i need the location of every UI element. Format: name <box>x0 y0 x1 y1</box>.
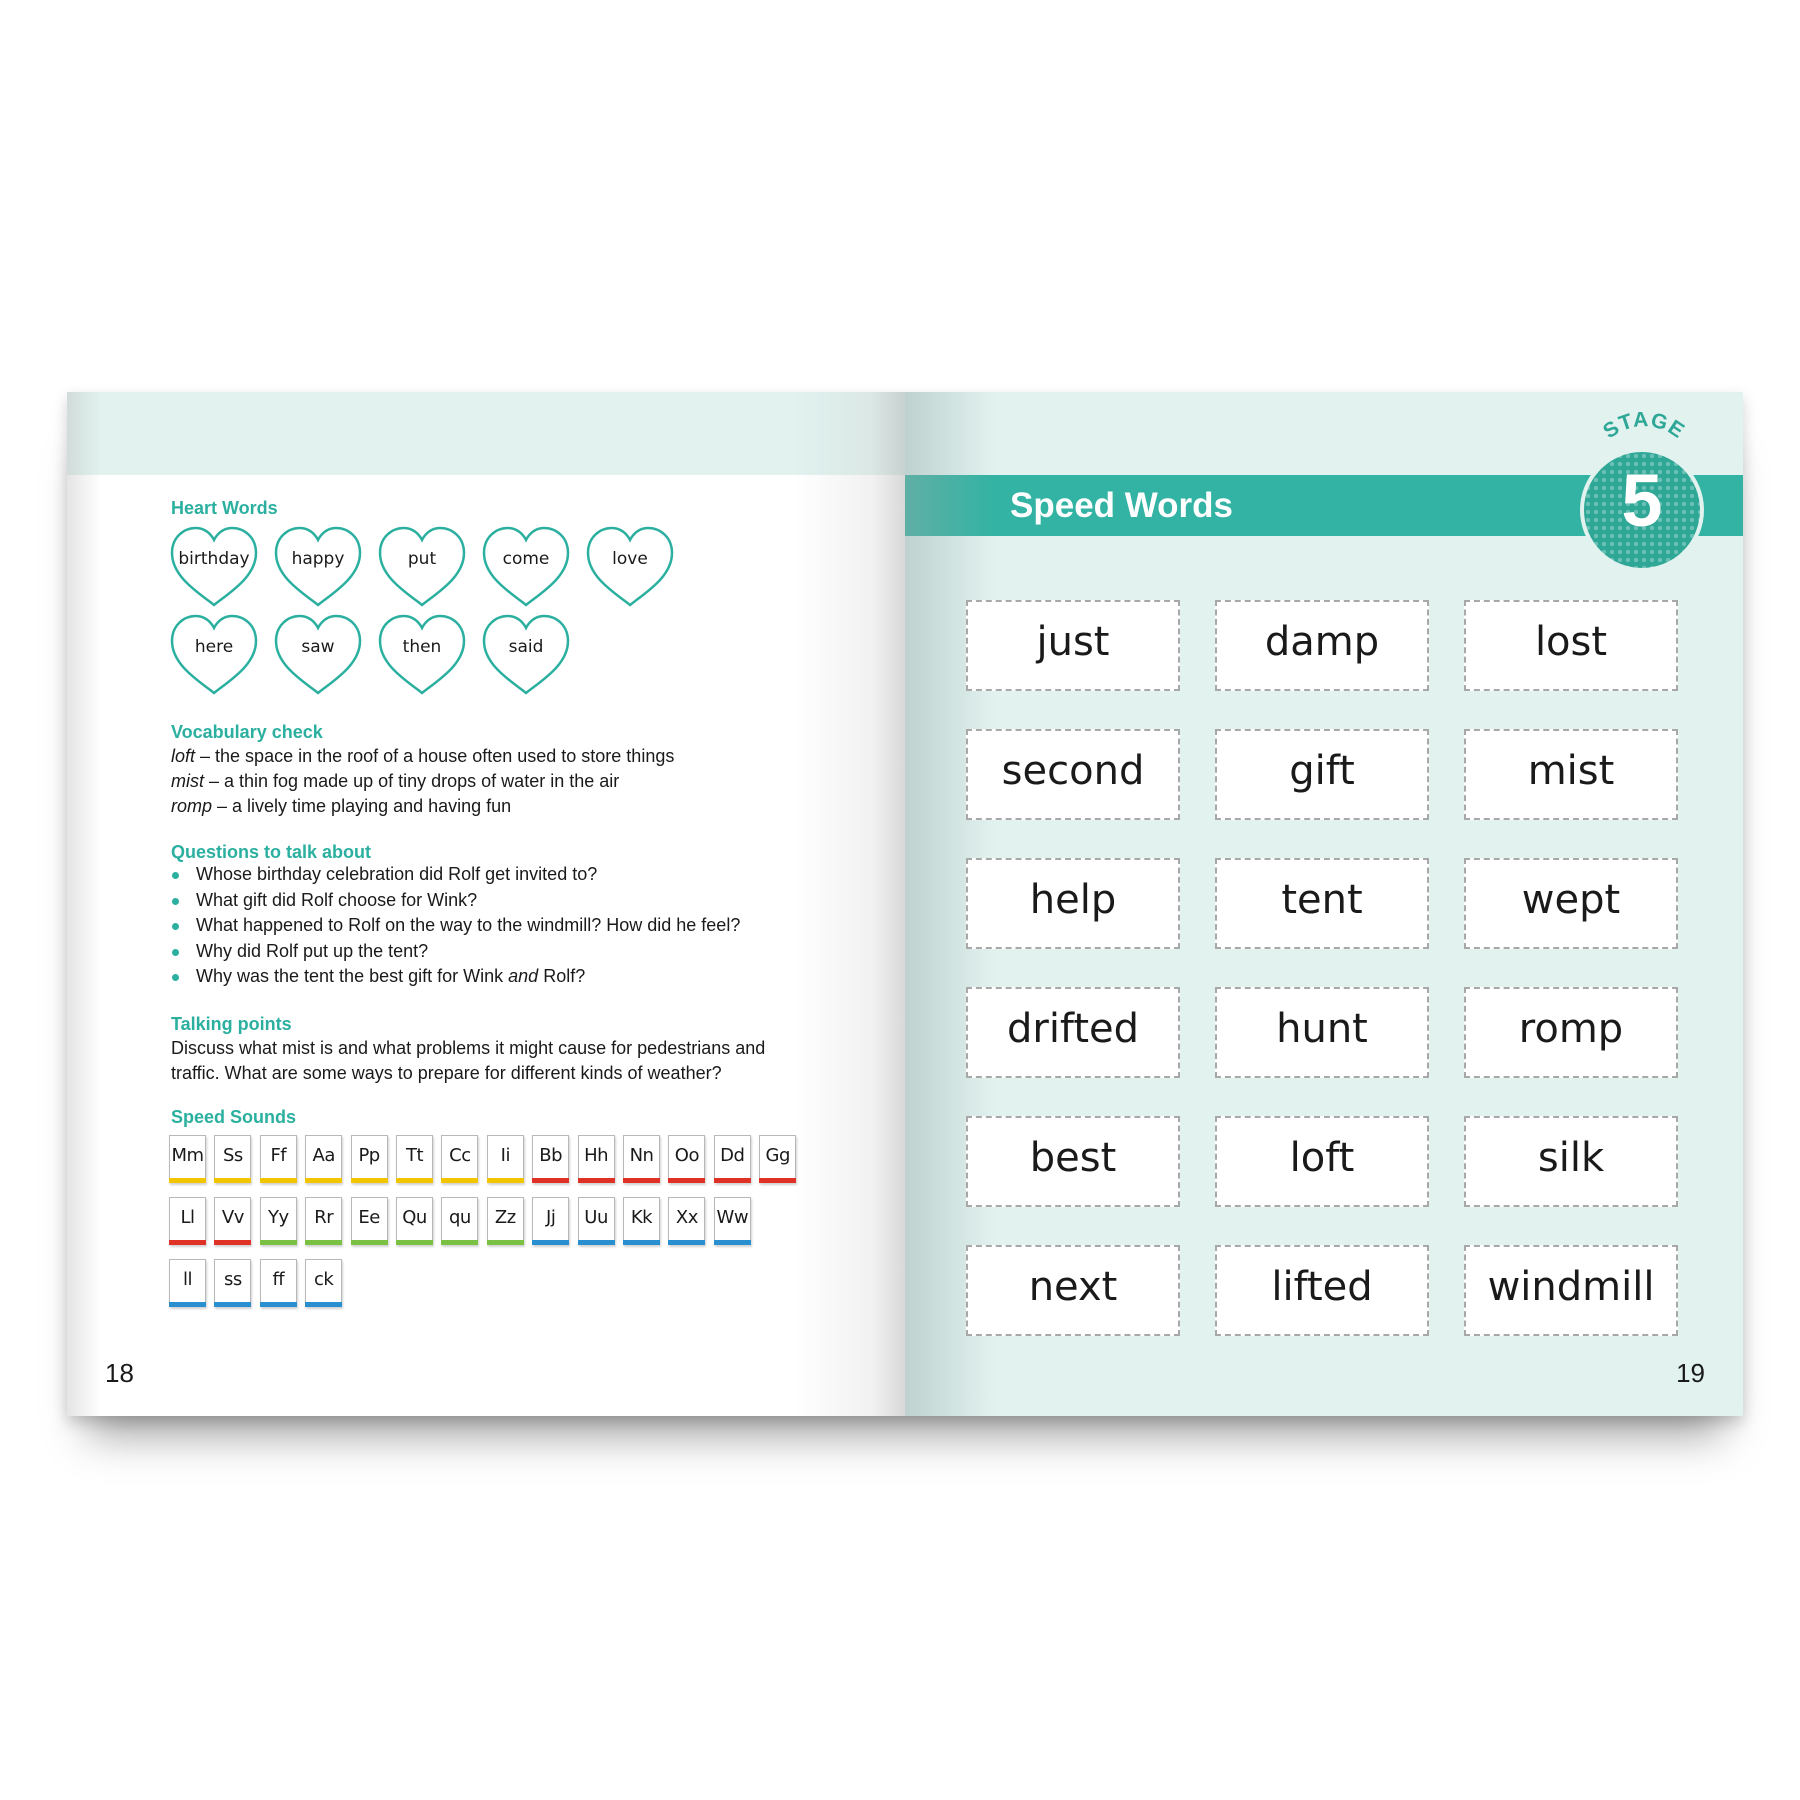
heart-word-label: put <box>407 549 437 569</box>
speed-sound-tile <box>487 1135 524 1183</box>
speed-word-label: romp <box>1518 1006 1624 1052</box>
speed-word-label: tent <box>1281 877 1363 923</box>
speed-word-label: best <box>1029 1135 1117 1181</box>
color-bar <box>623 1240 660 1245</box>
speed-sound-label: Dd <box>720 1145 745 1166</box>
heart-word <box>377 525 467 609</box>
heart-word <box>273 613 363 697</box>
vocab-entry: loft – the space in the roof of a house often used to store things <box>171 746 675 766</box>
talking-points-text: traffic. What are some ways to prepare for different kinds of weather? <box>171 1063 722 1083</box>
speed-sound-label: Oo <box>674 1145 699 1166</box>
color-bar <box>260 1302 297 1307</box>
gutter-shade <box>795 392 905 1416</box>
speed-word-label: just <box>1036 619 1110 665</box>
color-bar <box>214 1240 251 1245</box>
heart-word-label: said <box>508 637 544 657</box>
speed-sound-label: Pp <box>358 1145 380 1166</box>
color-bar <box>714 1178 751 1183</box>
speed-sound-label: Jj <box>546 1207 556 1228</box>
speed-sound-label: qu <box>448 1207 471 1228</box>
color-bar <box>668 1240 705 1245</box>
speed-word-label: drifted <box>1006 1006 1139 1052</box>
svg-text:STAGE: STAGE <box>1599 412 1689 444</box>
speed-sound-label: Bb <box>539 1145 563 1166</box>
questions-title: Questions to talk about <box>171 842 372 862</box>
speed-sound-label: Uu <box>584 1207 608 1228</box>
page-number-left: 18 <box>105 1358 134 1388</box>
speed-sound-tile <box>441 1135 478 1183</box>
speed-sound-label: Nn <box>629 1145 654 1166</box>
speed-sound-tile <box>532 1197 569 1245</box>
speed-sound-tile <box>578 1197 615 1245</box>
color-bar <box>714 1240 751 1245</box>
book-spread <box>67 392 1743 1416</box>
speed-word-label: wept <box>1521 877 1621 923</box>
vocab-entry: romp – a lively time playing and having fun <box>171 796 512 816</box>
color-bar <box>532 1240 569 1245</box>
heart-word-label: saw <box>301 637 335 657</box>
speed-sound-tile <box>305 1259 342 1307</box>
color-bar <box>169 1178 206 1183</box>
speed-sounds-title: Speed Sounds <box>171 1107 297 1127</box>
top-band <box>67 392 905 475</box>
page-number-right: 19 <box>1676 1358 1705 1388</box>
color-bar <box>260 1178 297 1183</box>
stage-number: 5 <box>1621 459 1663 542</box>
speed-word-label: silk <box>1537 1135 1605 1181</box>
color-bar <box>351 1240 388 1245</box>
speed-word-card <box>1215 1245 1429 1336</box>
color-bar <box>532 1178 569 1183</box>
speed-word-card <box>966 1116 1180 1207</box>
vocab-entry: mist – a thin fog made up of tiny drops of water in the air <box>171 771 620 791</box>
speed-sound-tile <box>214 1197 251 1245</box>
speed-sound-label: Ww <box>716 1207 749 1228</box>
speed-sound-label: Vv <box>221 1207 244 1228</box>
speed-word-label: damp <box>1264 619 1380 665</box>
talking-points-title: Talking points <box>171 1014 292 1034</box>
speed-sound-tile <box>668 1197 705 1245</box>
speed-sound-tile <box>169 1197 206 1245</box>
heart-word-label: here <box>194 637 234 657</box>
color-bar <box>169 1240 206 1245</box>
speed-word-card <box>966 1245 1180 1336</box>
speed-sound-tile <box>396 1197 433 1245</box>
speed-sound-tile <box>396 1135 433 1183</box>
speed-sound-label: Ff <box>270 1145 287 1166</box>
speed-sound-tile <box>623 1197 660 1245</box>
speed-sound-label: Tt <box>405 1145 424 1166</box>
speed-sound-label: Cc <box>449 1145 471 1166</box>
talking-points-text: Discuss what mist is and what problems it might cause for pedestrians and <box>171 1038 766 1058</box>
color-bar <box>169 1302 206 1307</box>
color-bar <box>305 1240 342 1245</box>
heart-words-title: Heart Words <box>171 498 278 518</box>
speed-sound-label: ff <box>272 1269 285 1290</box>
question-item: Why did Rolf put up the tent? <box>171 941 740 967</box>
color-bar <box>396 1240 433 1245</box>
speed-sound-label: Hh <box>584 1145 609 1166</box>
color-bar <box>623 1178 660 1183</box>
speed-sound-tile <box>169 1259 206 1307</box>
color-bar <box>305 1178 342 1183</box>
page-edge-shade <box>67 392 101 1416</box>
color-bar <box>351 1178 388 1183</box>
color-bar <box>578 1178 615 1183</box>
color-bar <box>214 1302 251 1307</box>
speed-word-label: next <box>1028 1264 1118 1310</box>
speed-sound-label: Gg <box>765 1145 790 1166</box>
speed-sound-label: ll <box>182 1269 192 1290</box>
speed-word-label: help <box>1029 877 1117 923</box>
speed-word-label: hunt <box>1276 1006 1368 1052</box>
speed-word-card <box>966 729 1180 820</box>
speed-sound-tile <box>487 1197 524 1245</box>
speed-sound-tile <box>714 1197 751 1245</box>
color-bar <box>487 1240 524 1245</box>
speed-word-label: gift <box>1289 748 1355 794</box>
question-item: Whose birthday celebration did Rolf get invited to? <box>171 864 740 890</box>
color-bar <box>396 1178 433 1183</box>
questions-list <box>171 864 740 992</box>
speed-word-label: second <box>1001 748 1145 794</box>
speed-sound-label: Aa <box>312 1145 335 1166</box>
speed-words-title: Speed Words <box>1010 486 1234 525</box>
speed-sound-label: Kk <box>630 1207 653 1228</box>
speed-word-card <box>1215 858 1429 949</box>
speed-word-card <box>966 858 1180 949</box>
heart-word <box>169 613 259 697</box>
heart-word <box>169 525 259 609</box>
speed-sound-tile <box>351 1197 388 1245</box>
speed-sound-label: Qu <box>402 1207 427 1228</box>
speed-sound-label: Yy <box>267 1207 289 1228</box>
speed-sound-label: Ee <box>358 1207 380 1228</box>
speed-sound-tile <box>260 1197 297 1245</box>
right-page <box>905 392 1743 1416</box>
heart-word-label: happy <box>291 549 345 569</box>
question-item: Why was the tent the best gift for Wink and Rolf? <box>171 966 740 992</box>
speed-word-card <box>1464 858 1678 949</box>
color-bar <box>214 1178 251 1183</box>
speed-word-label: lifted <box>1271 1264 1373 1310</box>
speed-sound-label: ck <box>314 1269 334 1290</box>
color-bar <box>578 1240 615 1245</box>
speed-word-card <box>1464 1116 1678 1207</box>
heart-word-label: come <box>502 549 550 569</box>
speed-word-card <box>966 987 1180 1078</box>
speed-word-card <box>1464 729 1678 820</box>
heart-word-label: then <box>402 637 442 657</box>
speed-word-card <box>1464 1245 1678 1336</box>
speed-sound-tile <box>214 1259 251 1307</box>
speed-sound-label: Ii <box>500 1145 510 1166</box>
question-item: What happened to Rolf on the way to the windmill? How did he feel? <box>171 915 740 941</box>
speed-sound-tile <box>532 1135 569 1183</box>
speed-sound-label: Ss <box>222 1145 243 1166</box>
speed-word-label: loft <box>1289 1135 1355 1181</box>
speed-sound-label: ss <box>224 1269 242 1290</box>
speed-sound-tile <box>441 1197 478 1245</box>
heart-word <box>481 525 571 609</box>
speed-word-label: mist <box>1527 748 1615 794</box>
speed-sound-tile <box>759 1135 796 1183</box>
color-bar <box>305 1302 342 1307</box>
speed-word-card <box>1464 987 1678 1078</box>
speed-word-card <box>1215 1116 1429 1207</box>
speed-sound-label: Rr <box>314 1207 334 1228</box>
left-page <box>67 392 905 1416</box>
color-bar <box>759 1178 796 1183</box>
speed-sound-tile <box>351 1135 388 1183</box>
heart-word-label: birthday <box>178 549 250 569</box>
speed-sound-label: Zz <box>494 1207 516 1228</box>
speed-word-label: windmill <box>1487 1264 1655 1310</box>
color-bar <box>441 1178 478 1183</box>
heart-word <box>273 525 363 609</box>
question-item: What gift did Rolf choose for Wink? <box>171 890 740 916</box>
color-bar <box>260 1240 297 1245</box>
color-bar <box>441 1240 478 1245</box>
heart-word <box>481 613 571 697</box>
color-bar <box>487 1178 524 1183</box>
speed-sound-tile <box>260 1135 297 1183</box>
speed-sound-tile <box>714 1135 751 1183</box>
speed-word-card <box>966 600 1180 691</box>
speed-word-card <box>1464 600 1678 691</box>
speed-word-card <box>1215 600 1429 691</box>
speed-sound-tile <box>668 1135 705 1183</box>
speed-sound-tile <box>260 1259 297 1307</box>
speed-sound-tile <box>305 1197 342 1245</box>
speed-sound-tile <box>214 1135 251 1183</box>
heart-word-label: love <box>612 549 648 569</box>
speed-word-label: lost <box>1534 619 1608 665</box>
speed-sound-label: Ll <box>180 1207 195 1228</box>
speed-sound-tile <box>623 1135 660 1183</box>
heart-word <box>585 525 675 609</box>
vocabulary-title: Vocabulary check <box>171 722 323 742</box>
stage-badge <box>1570 412 1710 562</box>
speed-sound-label: Xx <box>675 1207 698 1228</box>
speed-word-card <box>1215 729 1429 820</box>
heart-word <box>377 613 467 697</box>
speed-sound-tile <box>578 1135 615 1183</box>
speed-word-card <box>1215 987 1429 1078</box>
color-bar <box>668 1178 705 1183</box>
speed-sound-tile <box>305 1135 342 1183</box>
speed-sound-label: Mm <box>171 1145 204 1166</box>
speed-sound-tile <box>169 1135 206 1183</box>
